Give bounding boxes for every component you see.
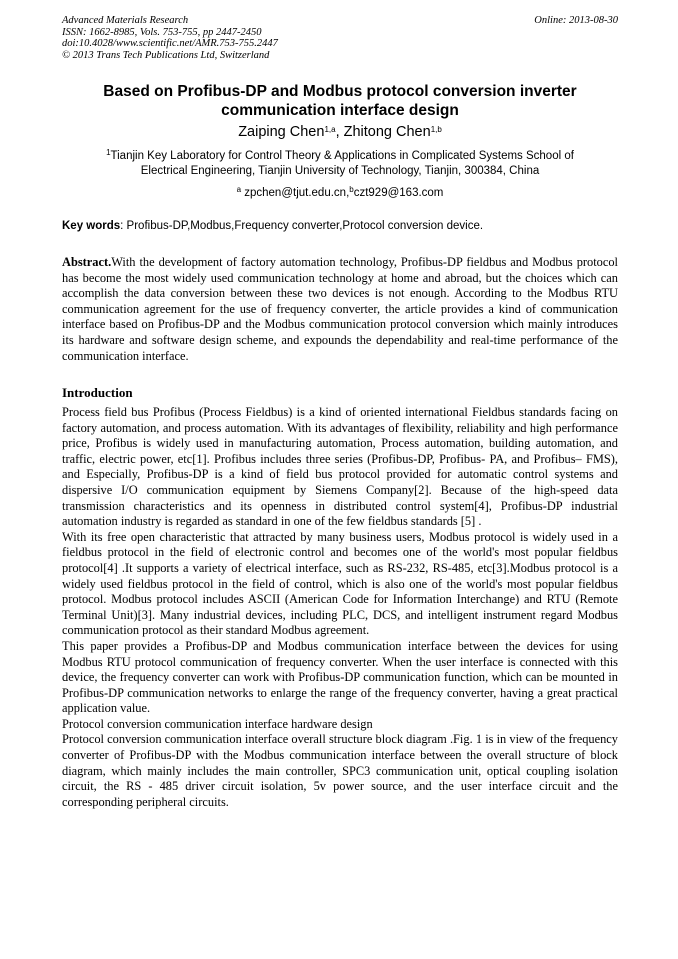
keywords [62, 219, 618, 234]
author-list [62, 123, 618, 141]
journal-header [62, 15, 618, 61]
issn-line: ISSN: 1662-8985, Vols. 753-755, pp 2447-2450 [62, 26, 262, 38]
email-b: czt929@163.com [353, 187, 444, 199]
affiliation-text-2: Electrical Engineering, Tianjin University of Technology, Tianjin, 300384, China [140, 165, 540, 177]
intro-paragraph-5: Protocol conversion communication interface overall structure block diagram .Fig. 1 is in view of the frequency converter of Profibus-DP with the Modbus communication interface between the overall structure of block diagram, which mainly includes the main controller, SPC3 communication unit, optical coupling isolation circuit, the RS - 485 driver circuit isolation, 5v power source, and the user interface circuit and the corresponding peripheral circuits. [62, 732, 618, 809]
author-1-name: Zaiping Chen [238, 124, 325, 140]
introduction-body [62, 405, 618, 810]
author-1-affil-mark: 1,a [324, 125, 336, 134]
paper-title [62, 82, 618, 120]
intro-paragraph-1: Process field bus Profibus (Process Fieldbus) is a kind of oriented international Fieldbus standards facing on factory automation, and process automation. With its advantages of flexibility, reliability and high performance price, Profibus is widely used in manufacturing automation, Process automation, building automation, and traffic, electric power, etc[1]. Profibus includes three series (Profibus-DP, Profibus- PA, and Profibus– FMS), and Especially, Profibus-DP is a kind of field bus protocol provided for automatic control systems and dispersive I/O communication equipment by Siemens Company[2]. Because of the high-speed data transmission characteristics and its openness in distributed control system[4], Profibus-DP industrial automation industry is regarded as standard in one of the few fieldbus standards [5] . [62, 405, 618, 529]
affiliation-mark: 1 [106, 148, 111, 157]
subsection-heading-hardware: Protocol conversion communication interface hardware design [62, 716, 373, 731]
affiliation-line-1 [62, 149, 618, 164]
email-line [62, 186, 618, 201]
keywords-label: Key words [62, 220, 121, 232]
abstract [62, 255, 618, 364]
author-2-affil-mark: 1,b [430, 125, 442, 134]
affiliation-text-1: Tianjin Key Laboratory for Control Theory & Applications in Complicated Systems School of [110, 150, 574, 162]
author-2-name: Zhitong Chen [343, 124, 431, 140]
intro-paragraph-2: With its free open characteristic that attracted by many business users, Modbus protocol is widely used in a fieldbus protocol in the field of electronic control and becomes one of the world's most popular fieldbus protocol[4] .It supports a variety of electrical interface, such as RS-232, RS-485, etc[3].Modbus protocol is a widely used fieldbus protocol in the field of control, which is also one of the world's most popular fieldbus protocol. Modbus protocol includes ASCII (American Code for Information Interchange) and RTU (Remote Terminal Unit)[3]. Many industrial devices, including PLC, DCS, and intelligent instrument regard Modbus communication protocol as their standard Modbus agreement. [62, 529, 618, 638]
intro-paragraph-3: This paper provides a Profibus-DP and Modbus communication interface between the devices for using Modbus RTU protocol communication of frequency converter. When the user interface is connected with this device, the frequency converter can work with Profibus-DP communication function, which can be mounted in Profibus-DP communication networks to enlarge the range of the frequency converter, having a great practical application value. [62, 638, 618, 716]
copyright-line: © 2013 Trans Tech Publications Ltd, Switzerland [62, 49, 270, 61]
section-heading-introduction: Introduction [62, 385, 133, 400]
abstract-text: With the development of factory automation technology, Profibus-DP fieldbus and Modbus protocol has become the most widely used communication technology at home and abroad, but the choices which can accomplish the data conversion between these two devices is not enough. According to the Modbus RTU communication agreement for the use of frequency converter, the article provides a kind of communication interface based on Profibus-DP and the Modbus communication protocol conversion which mainly introduces its hardware and software design scheme, and expounds the dependability and real-time performance of the communication interface. [62, 255, 618, 363]
email-mark-b: b [349, 185, 354, 194]
email-mark-a: a [236, 185, 242, 194]
author-separator: , [335, 124, 344, 140]
journal-name: Advanced Materials Research [62, 15, 189, 26]
online-date: Online: 2013-08-30 [534, 15, 618, 26]
title-line-2: communication interface design [221, 102, 459, 119]
abstract-label: Abstract. [62, 255, 112, 269]
doi-line: doi:10.4028/www.scientific.net/AMR.753-755.2447 [62, 38, 278, 49]
email-a: zpchen@tjut.edu.cn, [241, 187, 350, 199]
keywords-text: : Profibus-DP,Modbus,Frequency converter,Protocol conversion device. [120, 220, 484, 232]
title-line-1: Based on Profibus-DP and Modbus protocol conversion inverter [103, 83, 577, 100]
affiliation [62, 149, 618, 179]
